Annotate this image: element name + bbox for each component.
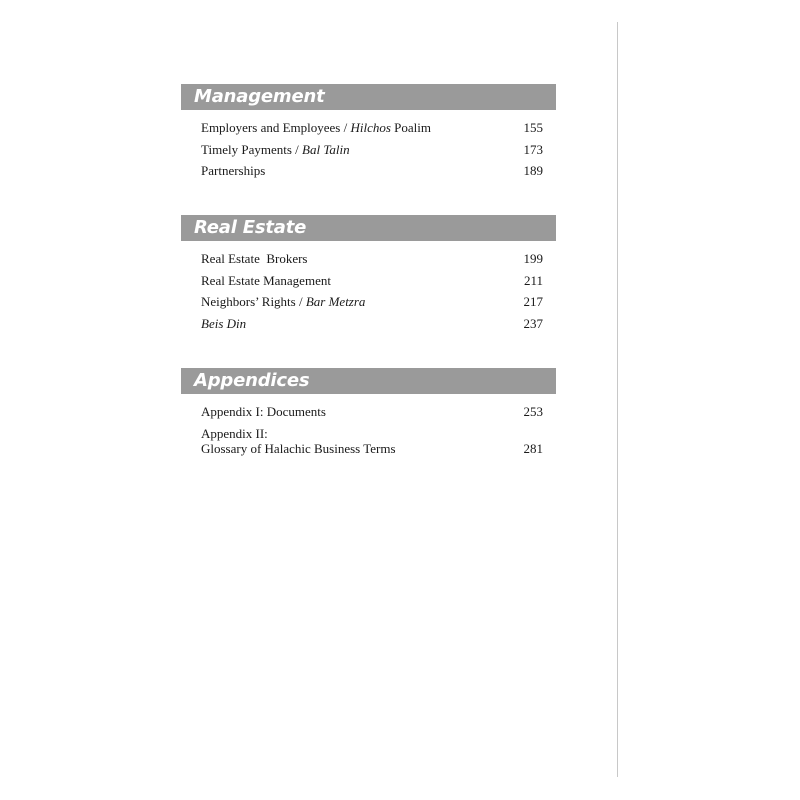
entry-page-number: 199	[523, 251, 543, 266]
section-appendices	[181, 368, 556, 462]
section-heading: Real Estate	[181, 215, 556, 241]
section-real-estate	[181, 215, 556, 337]
entry-page-number: 155	[523, 120, 543, 135]
section-heading: Management	[181, 84, 556, 110]
toc-entry	[181, 426, 543, 456]
entry-page-number: 253	[523, 404, 543, 419]
entry-page-number: 237	[523, 315, 543, 331]
entry-page-number: 281	[523, 440, 543, 456]
entry-title-continued: Glossary of Halachic Business Terms	[201, 440, 396, 456]
entry-title: Appendix II:	[201, 425, 268, 441]
entry-page-number: 217	[523, 294, 543, 309]
toc-entry	[181, 251, 543, 266]
entry-list	[181, 404, 556, 456]
toc-entry	[181, 142, 543, 157]
section-management	[181, 84, 556, 185]
entry-page-number: 211	[523, 272, 543, 288]
entry-list	[181, 251, 556, 331]
entry-title: Timely Payments / Bal Talin	[201, 141, 350, 157]
toc-entry	[181, 316, 543, 331]
entry-title: Real Estate Management	[201, 272, 331, 288]
toc-entry	[181, 404, 543, 419]
toc-entry	[181, 294, 543, 309]
entry-title: Employers and Employees / Hilchos Poalim	[201, 120, 432, 135]
entry-title: Neighbors’ Rights / Bar Metzra	[201, 294, 366, 309]
entry-title: Appendix I: Documents	[201, 404, 326, 419]
entry-title: Real Estate Brokers	[201, 251, 308, 266]
entry-list	[181, 120, 556, 178]
toc-entry	[181, 163, 543, 178]
toc-entry	[181, 120, 543, 135]
page-fold-line	[617, 22, 618, 777]
toc-entry	[181, 273, 543, 288]
entry-title: Partnerships	[201, 163, 266, 178]
entry-page-number: 189	[523, 163, 543, 178]
section-heading: Appendices	[181, 368, 556, 394]
entry-title: Beis Din	[201, 315, 247, 331]
entry-page-number: 173	[523, 141, 543, 157]
